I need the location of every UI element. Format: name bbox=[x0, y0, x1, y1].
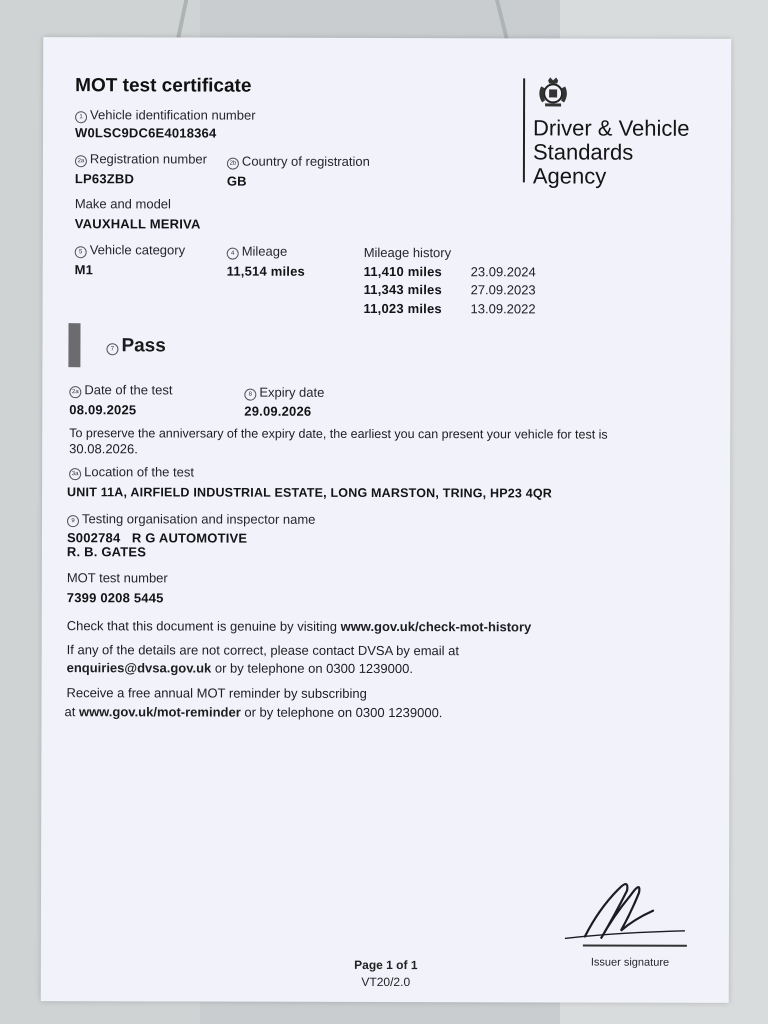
field-marker: 2a bbox=[69, 386, 81, 398]
signature-line bbox=[583, 945, 687, 947]
country-value: GB bbox=[226, 173, 247, 189]
page-number: Page 1 of 1 bbox=[354, 957, 418, 973]
inspector-name: R. B. GATES bbox=[66, 544, 147, 560]
dvsa-email: enquiries@dvsa.gov.uk bbox=[66, 660, 212, 676]
expiry-date-label: 8 Expiry date bbox=[244, 385, 324, 401]
field-marker: 8 bbox=[244, 389, 256, 401]
mileage-value: 11,514 miles bbox=[226, 263, 305, 279]
agency-divider bbox=[523, 78, 525, 182]
agency-name bbox=[533, 116, 690, 188]
expiry-date-value: 29.09.2026 bbox=[244, 403, 312, 419]
mileage-history-date-1: 23.09.2024 bbox=[470, 264, 536, 280]
agency-line-1: Driver & Vehicle bbox=[532, 115, 690, 141]
plank-gap bbox=[495, 0, 509, 40]
anniversary-note-line-1: To preserve the anniversary of the expiry date, the earliest you can present your vehicle for test is bbox=[69, 426, 608, 442]
reminder-notice-line-2: at www.gov.uk/mot-reminder or by telephone on 0300 1239000. bbox=[64, 704, 443, 721]
test-result bbox=[106, 335, 165, 357]
field-marker: 9 bbox=[67, 515, 79, 527]
mileage-history-miles-3: 11,023 miles bbox=[363, 300, 442, 317]
mileage-history-miles-1: 11,410 miles bbox=[363, 263, 442, 280]
mileage-history-label: Mileage history bbox=[363, 244, 452, 261]
issuer-signature-label: Issuer signature bbox=[590, 956, 670, 969]
document-title: MOT test certificate bbox=[75, 75, 252, 97]
testing-organisation-value: S002784 R G AUTOMOTIVE bbox=[66, 530, 248, 546]
make-model-label: Make and model bbox=[74, 196, 171, 212]
country-label: 2b Country of registration bbox=[227, 154, 370, 170]
test-number-label: MOT test number bbox=[66, 570, 168, 586]
test-date-value: 08.09.2025 bbox=[69, 402, 137, 418]
genuine-check-notice: Check that this document is genuine by visiting www.gov.uk/check-mot-history bbox=[66, 618, 532, 635]
contact-notice-line-2: enquiries@dvsa.gov.uk or by telephone on 0300 1239000. bbox=[66, 660, 413, 677]
field-marker: 3a bbox=[69, 468, 81, 480]
agency-line-2: Standards bbox=[532, 139, 634, 165]
mileage-history-date-2: 27.09.2023 bbox=[470, 282, 536, 298]
vehicle-category-label: 5 Vehicle category bbox=[75, 242, 185, 258]
vin-label: 1 Vehicle identification number bbox=[75, 107, 256, 123]
testing-organisation-label: 9 Testing organisation and inspector name bbox=[67, 511, 315, 528]
contact-notice-line-1: If any of the details are not correct, please contact DVSA by email at bbox=[66, 642, 460, 659]
test-number-value: 7399 0208 5445 bbox=[66, 590, 164, 606]
field-marker: 5 bbox=[75, 246, 87, 258]
registration-label: 2a Registration number bbox=[75, 151, 207, 167]
make-model-value: VAUXHALL MERIVA bbox=[74, 216, 201, 232]
field-marker: 7 bbox=[106, 343, 118, 355]
reminder-notice-line-1: Receive a free annual MOT reminder by subscribing bbox=[66, 685, 367, 701]
result-marker-bar bbox=[68, 323, 80, 367]
check-mot-history-link: www.gov.uk/check-mot-history bbox=[340, 618, 532, 635]
issuer-signature bbox=[555, 868, 695, 948]
location-value: UNIT 11A, AIRFIELD INDUSTRIAL ESTATE, LONG MARSTON, TRING, HP23 4QR bbox=[67, 485, 553, 501]
mot-certificate-sheet bbox=[41, 37, 732, 1003]
anniversary-note-line-2: 30.08.2026. bbox=[69, 441, 138, 457]
registration-value: LP63ZBD bbox=[74, 171, 135, 187]
location-label: 3a Location of the test bbox=[69, 464, 194, 480]
test-date-label: 2a Date of the test bbox=[69, 382, 172, 398]
vehicle-category-value: M1 bbox=[74, 262, 94, 278]
test-result-value: Pass bbox=[121, 335, 166, 357]
form-code: VT20/2.0 bbox=[361, 974, 411, 990]
field-marker: 2b bbox=[227, 158, 239, 170]
agency-line-3: Agency bbox=[532, 163, 607, 189]
field-marker: 2a bbox=[75, 155, 87, 167]
mot-reminder-link: www.gov.uk/mot-reminder bbox=[78, 704, 241, 720]
field-marker: 4 bbox=[227, 248, 239, 260]
mileage-history-date-3: 13.09.2022 bbox=[470, 301, 536, 317]
royal-crest-icon bbox=[533, 76, 573, 108]
mileage-label: 4 Mileage bbox=[227, 244, 288, 260]
mileage-history-miles-2: 11,343 miles bbox=[363, 281, 442, 298]
field-marker: 1 bbox=[75, 111, 87, 123]
vin-value: W0LSC9DC6E4018364 bbox=[74, 125, 217, 141]
